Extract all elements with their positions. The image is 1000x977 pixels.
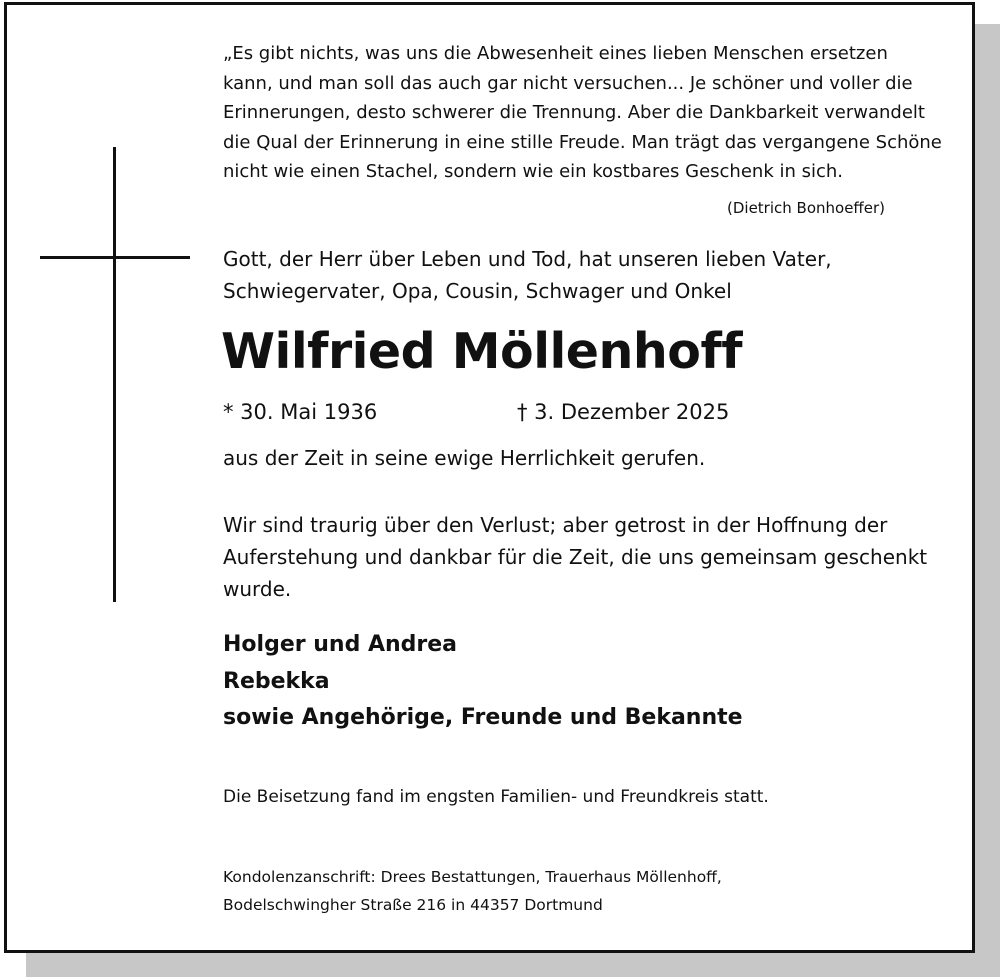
mourner-name: sowie Angehörige, Freunde und Bekannte — [223, 705, 743, 730]
mourning-text: Wir sind traurig über den Verlust; aber getrost in der Hoffnung der Auferstehung und dankbar für die Zeit, die uns gemeinsam geschenkt wurde. — [223, 513, 928, 601]
intro-text: Gott, der Herr über Leben und Tod, hat unseren lieben Vater, Schwiegervater, Opa, Cousin, Schwager und Onkel — [223, 247, 832, 303]
called-text: aus der Zeit in seine ewige Herrlichkeit gerufen. — [223, 446, 706, 470]
condolence-line: Bodelschwingher Straße 216 in 44357 Dortmund — [223, 896, 603, 914]
deceased-name: Wilfried Möllenhoff — [221, 323, 743, 380]
condolence-address — [223, 863, 943, 919]
mourner-name: Holger und Andrea — [223, 632, 458, 657]
birth-date: * 30. Mai 1936 — [223, 400, 378, 424]
mourner-name: Rebekka — [223, 668, 330, 694]
condolence-line: Kondolenzanschrift: Drees Bestattungen, Trauerhaus Möllenhoff, — [223, 868, 722, 886]
bonhoeffer-quote: „Es gibt nichts, was uns die Abwesenheit eines lieben Menschen ersetzen kann, und man soll das auch gar nicht versuchen... Je schöner und voller die Erinnerungen, desto schwerer die Trennung. Aber die Dankbarkeit verwandelt die Qual der Erinnerung in eine stille Freude. Man trägt das vergangene Schöne nicht wie einen Stachel, sondern wie ein kostbares Geschenk in sich. — [223, 43, 942, 182]
obituary-card — [4, 2, 975, 953]
death-date: † 3. Dezember 2025 — [517, 400, 730, 424]
quote-author: (Dietrich Bonhoeffer) — [727, 199, 886, 217]
mourners-list — [223, 627, 943, 737]
cross-horizontal-bar — [40, 256, 190, 259]
cross-vertical-bar — [113, 147, 116, 602]
burial-notice: Die Beisetzung fand im engsten Familien- und Freundkreis statt. — [223, 787, 769, 807]
